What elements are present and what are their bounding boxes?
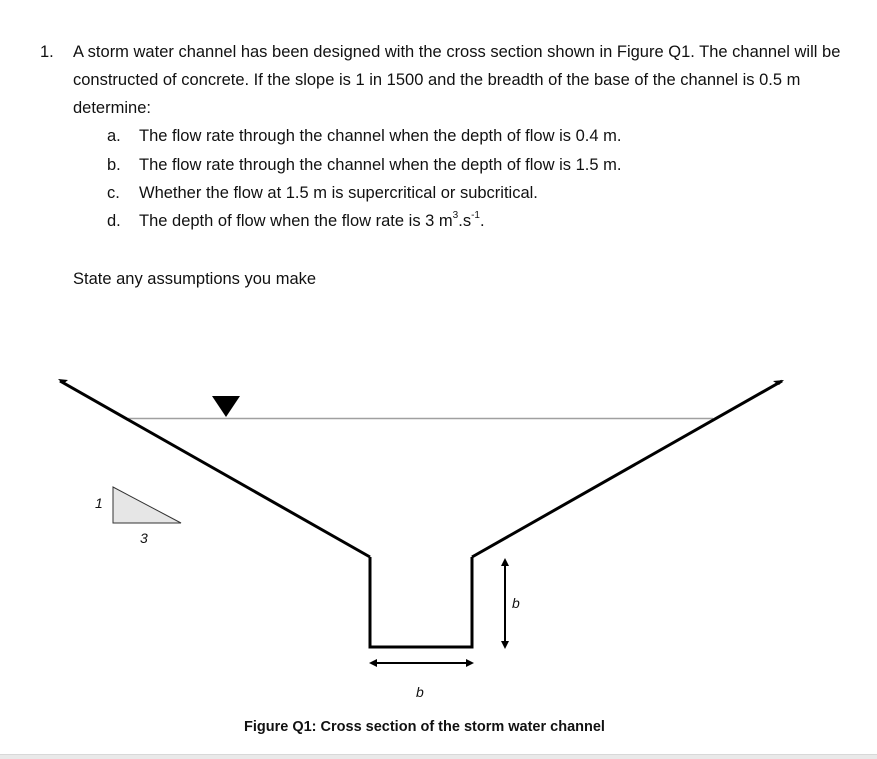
arrow-down-icon <box>501 641 509 649</box>
slope-triangle-icon <box>113 487 181 523</box>
left-bank-line <box>60 381 370 557</box>
part-letter: d. <box>107 212 121 230</box>
part-text-main: The depth of flow when the flow rate is 3 m <box>139 212 453 230</box>
water-level-marker-icon <box>212 396 240 417</box>
part-letter: c. <box>107 184 120 202</box>
base-label: b <box>416 684 424 700</box>
part-text: Whether the flow at 1.5 m is supercritical or subcritical. <box>139 184 538 202</box>
figure-caption: Figure Q1: Cross section of the storm water channel <box>244 719 605 735</box>
slope-vertical-label: 1 <box>95 495 103 511</box>
part-text-end: . <box>479 212 485 230</box>
slope-horizontal-label: 3 <box>140 530 148 546</box>
part-text: The flow rate through the channel when the depth of flow is 1.5 m. <box>139 156 622 174</box>
right-bank-line <box>472 381 782 557</box>
part-text: The flow rate through the channel when the depth of flow is 0.4 m. <box>139 127 622 145</box>
part-letter: b. <box>107 156 121 174</box>
question-number: 1. <box>40 43 54 61</box>
question-text: A storm water channel has been designed with the cross section shown in Figure Q1. The channel will be constructed of concrete. If the slope is 1 in 1500 and the breadth of the base of the channel is 0.5 m determine: <box>73 43 841 117</box>
assumptions-note: State any assumptions you make <box>73 270 317 288</box>
rectangular-channel <box>370 557 472 647</box>
page-bottom-edge <box>0 754 877 759</box>
part-letter: a. <box>107 127 121 145</box>
arrow-up-icon <box>501 558 509 566</box>
superscript-cubed: 3 <box>452 209 459 221</box>
arrow-left-icon <box>369 659 377 667</box>
superscript-inverse: -1 <box>471 209 480 221</box>
depth-label: b <box>512 595 520 611</box>
arrow-right-icon <box>466 659 474 667</box>
part-text-unit: .s <box>458 212 472 230</box>
